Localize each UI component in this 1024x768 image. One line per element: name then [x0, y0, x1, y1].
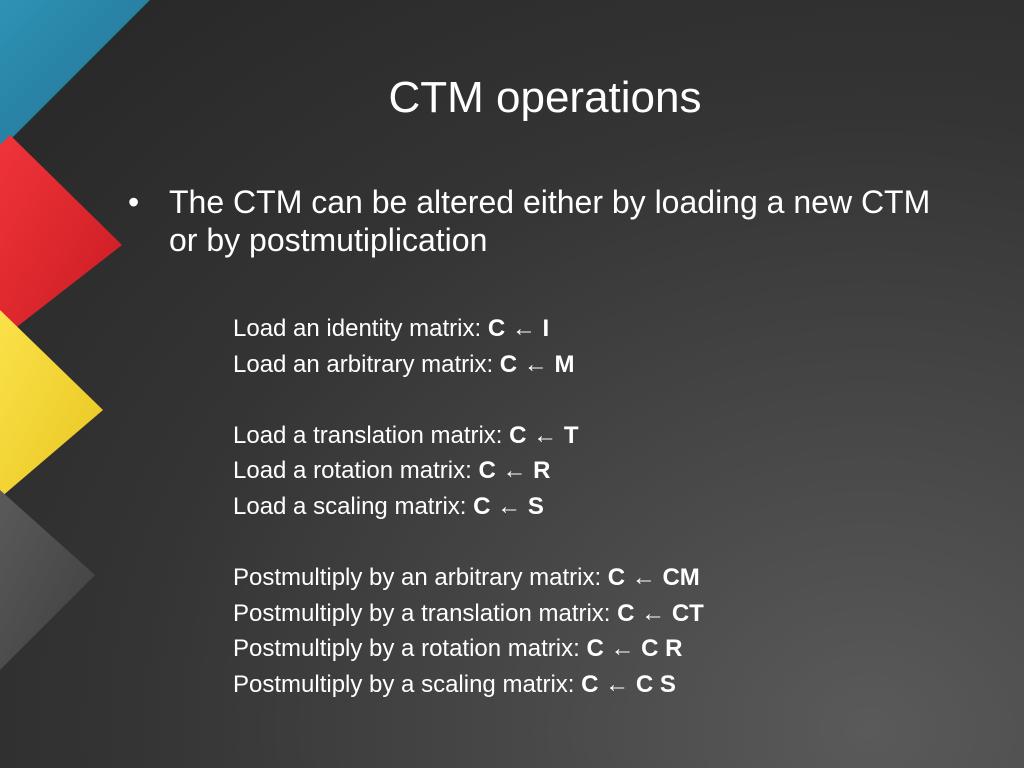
- arrow-icon: ←: [497, 492, 522, 520]
- operation-lhs: C: [607, 564, 626, 592]
- operation-rhs: CM: [662, 564, 700, 592]
- arrow-icon: ←: [533, 421, 558, 449]
- operation-label: Load a translation matrix:: [233, 421, 503, 449]
- arrow-icon: ←: [631, 564, 656, 592]
- operation-rhs: CT: [671, 599, 704, 627]
- operation-lhs: C: [478, 457, 496, 485]
- arrow-icon: ←: [511, 315, 536, 342]
- red-shape: [0, 135, 122, 340]
- operation-rhs: I: [542, 315, 550, 342]
- group-spacer: [233, 382, 993, 418]
- operation-line: [233, 418, 993, 454]
- operation-rhs: T: [563, 421, 579, 449]
- operation-line: [233, 311, 993, 347]
- gray-shape: [0, 490, 95, 670]
- operation-label: Postmultiply by an arbitrary matrix:: [233, 564, 602, 592]
- operation-lhs: C: [586, 635, 604, 663]
- operation-rhs: S: [527, 492, 544, 520]
- operation-label: Load an identity matrix:: [233, 315, 482, 342]
- operation-lhs: C: [473, 492, 491, 520]
- operation-label: Postmultiply by a scaling matrix:: [233, 670, 575, 698]
- operation-label: Postmultiply by a translation matrix:: [233, 599, 611, 627]
- operation-label: Postmultiply by a rotation matrix:: [233, 635, 580, 663]
- operation-label: Load a rotation matrix:: [233, 457, 472, 485]
- slide-title: CTM operations: [388, 73, 702, 122]
- operation-line: [233, 453, 993, 489]
- bullet-point: [128, 183, 948, 259]
- operations-list: [233, 311, 993, 703]
- arrow-icon: ←: [523, 350, 548, 378]
- operation-label: Load an arbitrary matrix:: [233, 350, 494, 378]
- operation-line: [233, 489, 993, 525]
- bullet-marker: •: [128, 184, 140, 220]
- arrow-icon: ←: [610, 635, 635, 663]
- operation-rhs: C R: [641, 635, 683, 663]
- operation-lhs: C: [617, 599, 635, 627]
- operation-rhs: R: [533, 457, 551, 485]
- operation-line: [233, 596, 993, 632]
- bullet-text: The CTM can be altered either by loading a new CTM or by postmutiplication: [169, 184, 931, 258]
- operation-rhs: M: [554, 350, 575, 378]
- operation-lhs: C: [581, 670, 599, 698]
- operation-lhs: C: [487, 315, 506, 342]
- arrow-icon: ←: [641, 599, 666, 627]
- operation-line: [233, 667, 993, 703]
- arrow-icon: ←: [502, 457, 527, 485]
- operation-label: Load a scaling matrix:: [233, 492, 467, 520]
- operation-rhs: C S: [635, 670, 676, 698]
- operation-lhs: C: [509, 421, 527, 449]
- operation-lhs: C: [499, 350, 518, 378]
- operation-line: [233, 631, 993, 667]
- operation-line: [233, 347, 993, 383]
- group-spacer: [233, 525, 993, 561]
- arrow-icon: ←: [605, 670, 630, 698]
- yellow-shape: [0, 310, 103, 498]
- operation-line: [233, 560, 993, 596]
